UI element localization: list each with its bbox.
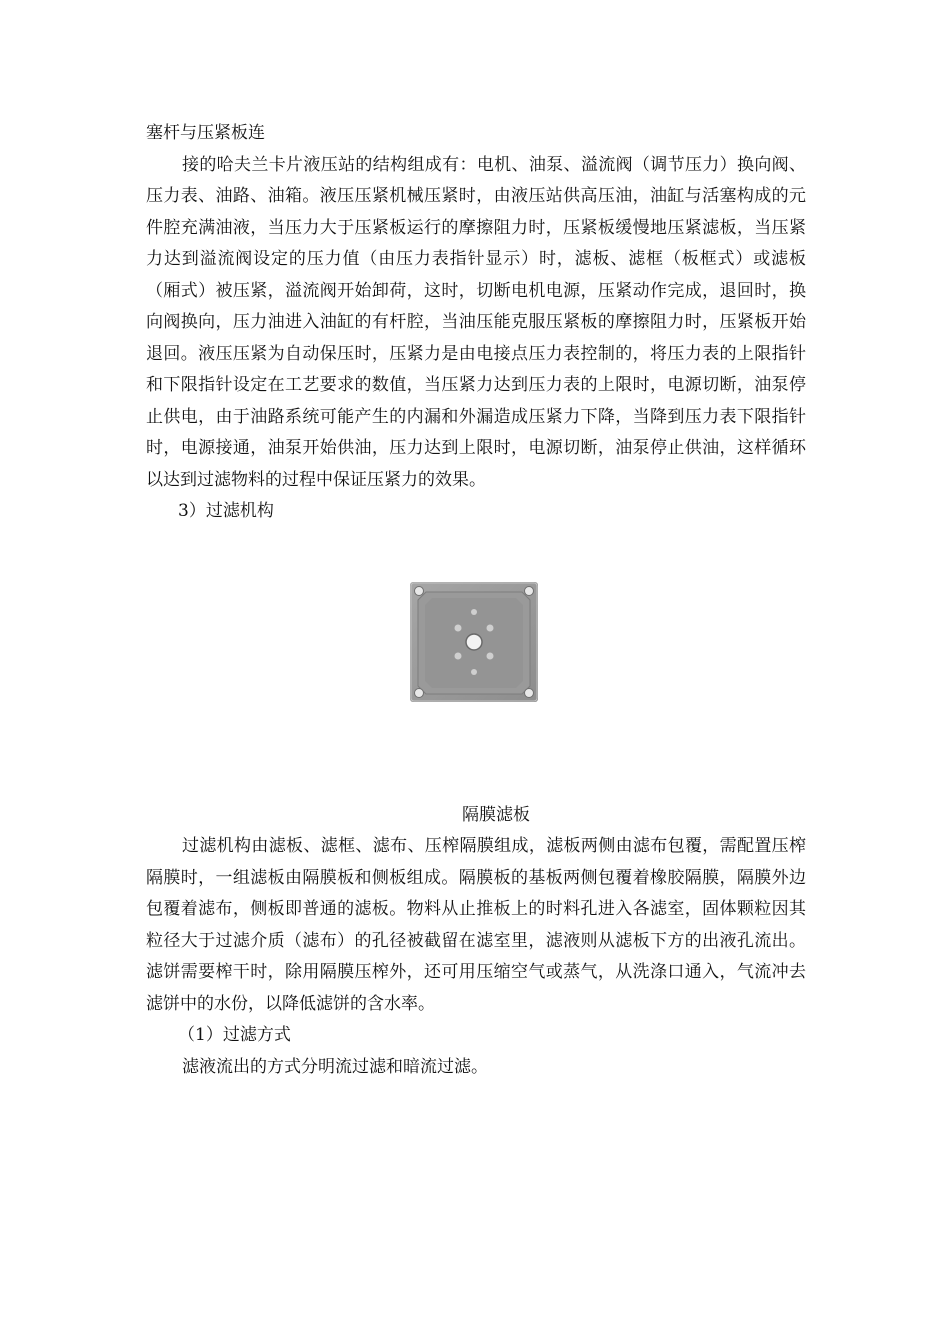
section-heading-filter-mechanism: 3）过滤机构 — [178, 501, 274, 521]
figure-diaphragm-filter-plate — [146, 580, 806, 760]
paragraph-filter-method: 滤液流出的方式分明流过滤和暗流过滤。 — [182, 1056, 488, 1077]
paragraph-intro-fragment: 塞杆与压紧板连 — [146, 123, 265, 143]
document-page — [146, 118, 806, 1083]
filter-plate-photo-icon — [410, 582, 538, 702]
subheading-filter-method: （1）过滤方式 — [178, 1025, 291, 1045]
paragraph-hydraulic-station: 接的哈夫兰卡片液压站的结构组成有：电机、油泵、溢流阀（调节压力）换向阀、压力表、油路、油箱。液压压紧机械压紧时，由液压站供高压油，油缸与活塞构成的元件腔充满油液，当压力大于压紧板运行的摩擦阻力时，压紧板缓慢地压紧滤板，当压紧力达到溢流阀设定的压力值（由压力表指针显示）时，滤板、滤框（板框式）或滤板（厢式）被压紧，溢流阀开始卸荷，这时，切断电机电源，压紧动作完成，退回时，换向阀换向，压力油进入油缸的有杆腔，当油压能克服压紧板的摩擦阻力时，压紧板开始退回。液压压紧为自动保压时，压紧力是由电接点压力表控制的，将压力表的上限指针和下限指针设定在工艺要求的数值，当压紧力达到压力表的上限时，电源切断，油泵停止供电，由于油路系统可能产生的内漏和外漏造成压紧力下降，当降到压力表下限指针时，电源接通，油泵开始供油，压力达到上限时，电源切断，油泵停止供油，这样循环以达到过滤物料的过程中保证压紧力的效果。 — [146, 154, 806, 490]
figure-caption: 隔膜滤板 — [462, 804, 530, 825]
paragraph-filter-mechanism: 过滤机构由滤板、滤框、滤布、压榨隔膜组成，滤板两侧由滤布包覆，需配置压榨隔膜时，一组滤板由隔膜板和侧板组成。隔膜板的基板两侧包覆着橡胶隔膜，隔膜外边包覆着滤布，侧板即普通的滤板。物料从止推板上的时料孔进入各滤室，固体颗粒因其粒径大于过滤介质（滤布）的孔径被截留在滤室里，滤液则从滤板下方的出液孔流出。滤饼需要榨干时，除用隔膜压榨外，还可用压缩空气或蒸气，从洗涤口通入，气流冲去滤饼中的水份，以降低滤饼的含水率。 — [146, 836, 806, 1014]
